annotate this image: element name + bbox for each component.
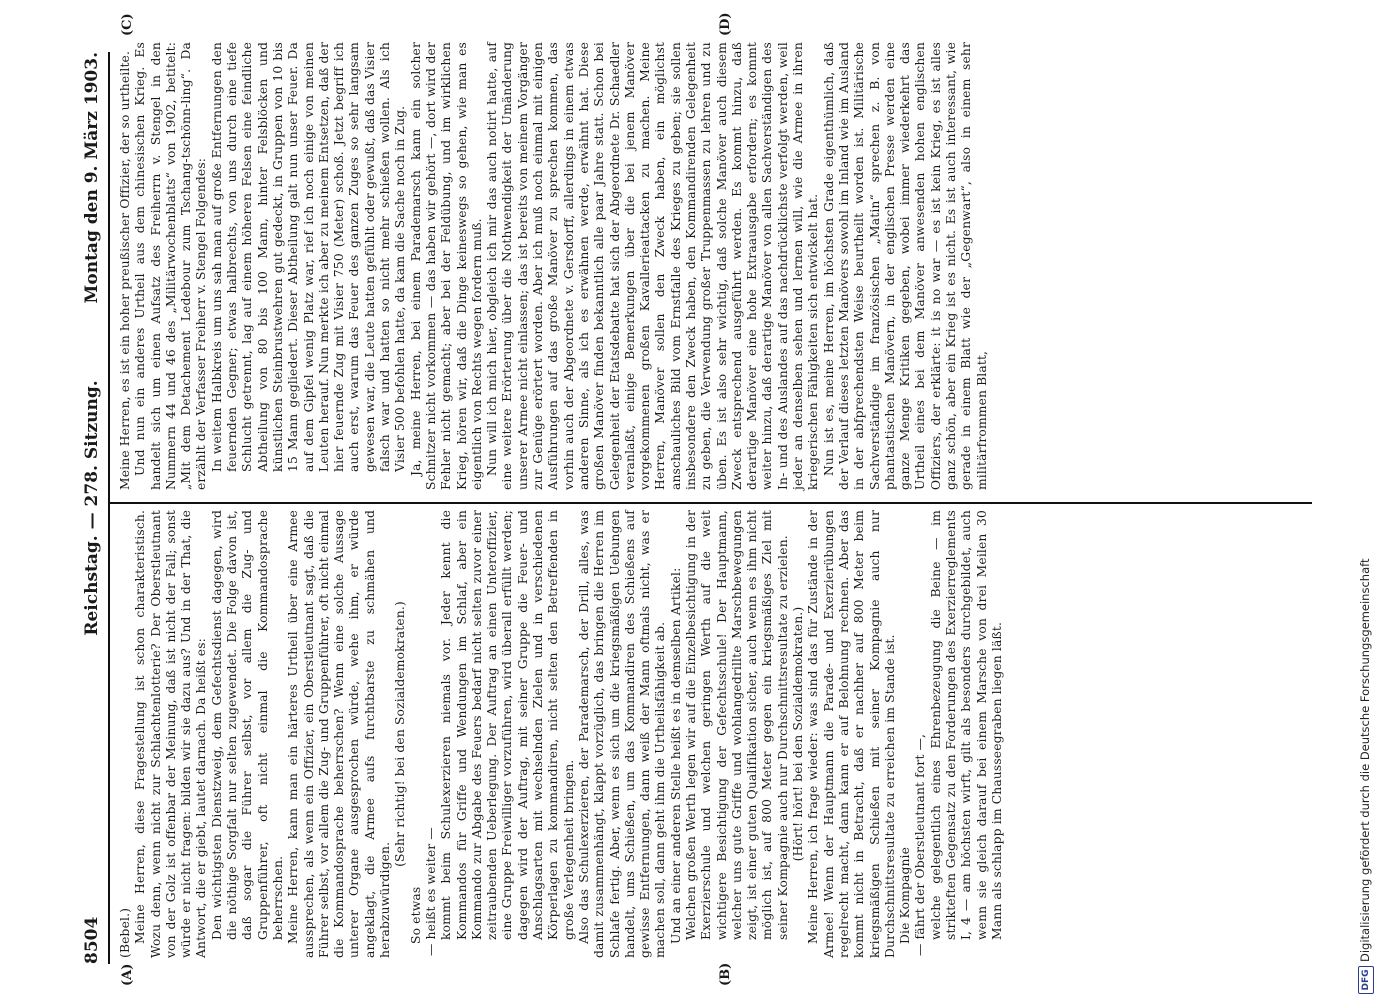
- left-column: [118, 510, 1005, 958]
- paragraph: So etwas: [408, 886, 423, 944]
- margin-letter-b: (B): [718, 962, 733, 986]
- paragraph: Nun will ich mich hier, obgleich ich mir das auch notirt hatte, auf eine weitere Erörterung über die Nothwendigkeit der Umänderung unserer Armee nicht einlassen; das ist bereits von meinem Vorgänger zur Genüge erörtert worden. Aber ich muß noch einmal mit einigen Ausführungen auf das große Manöver zu sprechen kommen, das vorhin auch der Abgeordnete v. Gersdorff, allerdings in einem etwas anderen Sinne, als ich es erwähnen werde, erwähnt hat. Diese großen Manöver finden bekanntlich alle paar Jahre statt. Schon bei Gelegenheit der Etatsdebatte hat sich der Abgeordnete Dr. Schaedler veranlaßt, einige Bemerkungen über die bei jenem Manöver vorgekommenen großen Kavallerieattacken zu machen. Meine Herren, Manöver sollen den Zweck haben, ein möglichst anschauliches Bild vom Ernstfalle des Krieges zu geben; sie sollen insbesondere den Zweck haben, den Kommandirenden Gelegenheit zu geben, die Verwendung großer Truppenmassen zu lehren und zu üben. Es ist also sehr wichtig, daß solche Manöver auch diesem Zweck entsprechend ausgeführt werden. Es kommt hinzu, daß derartige Manöver eine hohe Extraausgabe erfordern; es kommt weiter hinzu, daß derartige Manöver von allen Sachverständigen des In- und des Auslandes auf das nachdrücklichste verfolgt werden, weil jeder an denselben sehen und lernen will, wie die Armee in ihren kriegerischen Fähigkeiten sich entwickelt hat.: [485, 42, 821, 490]
- dfg-logo-icon: DFG: [1358, 966, 1374, 994]
- quotation: Welchen großen Werth legen wir auf die Einzelbesichtigung in der Exerzierschule und welchen geringen Werth auf die weit wichtigere Besichtigung der Gefechtsschule! Der Hauptmann, welcher uns gute Griffe und wohlangedrillte Marschbewegungen zeigt, ist einer guten Qualifikation sicher, auch wenn es ihm nicht möglich ist, auf 800 Meter gegen ein kriegsmäßiges Ziel mit seiner Kompagnie auch nur Durchschnittsresultate zu erzielen.: [683, 510, 790, 940]
- quotation: kommt beim Schulexerzieren niemals vor. Jeder kennt die Kommandos für Griffe und Wendungen im Schlaf, aber ein Kommando zur Abgabe des Feuers bedarf nicht selten zuvor einer zeitraubenden Ueberlegung. Der Auftrag an einen Unteroffizier, eine Gruppe Freiwilliger vorzuführen, wird überall erfüllt werden; dagegen wird der Auftrag, mit seiner Gruppe die Feuer- und Anschlagsarten mit wechselnden Zielen und in verschiedenen Körperlagen zu kommandiren, nicht selten den Betreffenden in große Verlegenheit bringen.: [439, 510, 576, 940]
- interjection: (Sehr richtig! bei den Sozialdemokraten.): [393, 601, 408, 867]
- quotation: In weitem Halbkreis um uns sah man auf große Entfernungen den feuernden Gegner; etwas halbrechts, von uns durch eine tiefe Schlucht getrennt, lag auf einem höheren Felsen eine feindliche Abtheilung von 80 bis 100 Mann, hinter Felsblöcken und künstlichen Steinbrustwehren gut gedeckt, in Gruppen von 10 bis 15 Mann gegliedert. Dieser Abtheilung galt nun unser Feuer. Da auf dem Gipfel wenig Platz war, rief ich noch einige von meinen Leuten herauf. Nun merkte ich aber zu meinem Entsetzen, daß der hier feuernde Zug mit Visier 750 (Meter) schoß. Jetzt begriff ich auch erst, warum das Feuer des ganzen Zuges so sehr langsam gewesen war, die Leute hatten gefühlt oder gewußt, daß das Visier falsch war und hatten so nicht mehr schießen wollen. Als ich Visier 500 befohlen hatte, da kam die Sache noch in Zug.: [209, 42, 408, 472]
- page-title: Reichstag. — 278. Sitzung.: [82, 380, 102, 636]
- paragraph: Nun ist es, meine Herren, im höchsten Grade eigenthümlich, daß der Verlauf dieses letzten Manövers sowohl im Inland wie im Ausland in der abfprechendsten Weise beurtheilt worden ist. Militärische Sachverständige im französischen „Matin“ sprechen z. B. von phantastischen Manövern, in der englischen Presse werden eine ganze Menge Kritiken gegeben, wobei immer wiederkehrt das Urtheil eines bei dem Manöver anwesenden hohen englischen Offiziers, der erklärte: it is no war — es ist kein Krieg, es ist alles ganz schön, aber ein Krieg ist es nicht. Es ist auch interessant, wie gerade in einem Blatt wie der „Gegenwart“, also in einem sehr militärfrommen Blatt,: [821, 42, 989, 490]
- paragraph: Also das Schulexerzieren, der Parademarsch, der Drill, alles, was damit zusammenhängt, klappt vorzüglich, das bringen die Herren im Schlafe fertig. Aber, wenn es sich um die kriegsmäßigen Uebungen handelt, ums Schießen, um das Kommandiren des Schießens auf gewisse Entfernungen, dann weiß der Mann oftmals nicht, was er machen soll, dann geht ihm die Urtheilsfähigkeit ab.: [576, 510, 668, 958]
- margin-letter-d: (D): [718, 12, 733, 36]
- paragraph: Meine Herren, es ist ein hoher preußischer Offizier, der so urtheilte.: [118, 50, 132, 490]
- interjection: (Hört! hört! bei den Sozialdemokraten.): [791, 606, 806, 862]
- paragraph: — fährt der Oberstleutnant fort —,: [913, 733, 928, 956]
- page-number: 8504: [82, 916, 102, 964]
- paragraph: Die Kompagnie: [898, 846, 913, 944]
- credit-text: Digitalisierung gefördert durch die Deutsche Forschungsgemeinschaft: [1358, 558, 1372, 962]
- speaker-name: (Bebel.): [118, 907, 132, 958]
- digitization-credit: [1352, 0, 1382, 1000]
- paragraph: Und an einer anderen Stelle heißt es in demselben Artikel:: [668, 567, 683, 944]
- paragraph: — heißt es weiter —: [423, 827, 438, 956]
- margin-letter-a: (A): [120, 963, 135, 986]
- margin-letter-c: (C): [120, 13, 135, 36]
- paragraph: Meine Herren, diese Fragestellung ist schon charakteristisch. Wozu denn, wenn nicht zur Schlachtenlotterie? Der Oberstleutnant von der Golz ist offenbar der Meinung, daß ist nicht der Fall; sonst würde er nicht fragen: bilden wir sie dazu aus? Und in der That, die Antwort, die er giebt, lautet darnach. Da heißt es:: [133, 510, 209, 958]
- column-divider: [110, 502, 1312, 504]
- paragraph: Meine Herren, kann man ein härteres Urtheil über eine Armee aussprechen, als wenn ein Offizier, ein Oberstleutnant sagt, daß die Führer selbst, vor allem die Zug- und Gruppenführer, oft nicht einmal die Kommandosprache beherrschen? Wenn eine solche Aussage unterer Organe ausgesprochen würde, wehe ihm, er würde angeklagt, die Armee aufs furchtbarste zu schmähen und herabzuwürdigen.: [286, 510, 393, 958]
- right-column: [118, 42, 990, 490]
- paragraph: Meine Herren, ich frage wieder: was sind das für Zustände in der Armee! Wenn der Hauptmann die Parade- und Exerzierübungen regelrecht macht, dann kann er auf Belohnung rechnen. Aber das kommt nicht in Betracht, daß er nachher auf 800 Meter beim kriegsmäßigen Schießen mit seiner Kompagnie auch nur Durchschnittsresultate zu erreichen im Stande ist.: [806, 510, 897, 958]
- page-header: [78, 52, 110, 964]
- paragraph: Ja, meine Herren, bei einem Parademarsch kann ein solcher Schnitzer nicht vorkommen — das haben wir gehört —, dort wird der Fehler nicht gemacht; aber bei der Feldübung, und im wirklichen Krieg, hören wir, daß die Dinge keineswegs so gehen, wie man es eigentlich von Rechts wegen fordern muß.: [408, 42, 484, 490]
- paragraph: Und nun ein anderes Urtheil aus dem chinesischen Krieg. Es handelt sich um einen Aufsatz des Freiherrn v. Stengel in den Nummern 44 und 46 des „Militärwochenblatts“ von 1902, betitelt: „Mit dem Detachement Ledebour zum Tschang-tschönn-ling“. Da erzählt der Verfasser Freiherr v. Stengel Folgendes:: [133, 42, 209, 490]
- session-date: Montag den 9. März 1903.: [82, 52, 102, 304]
- quotation: Den wichtigsten Dienstzweig, dem Gefechtsdienst dagegen, wird die nöthige Sorgfalt nur selten zugewendet. Die Folge davon ist, daß sogar die Führer selbst, vor allem die Zug- und Gruppenführer, oft nicht einmal die Kommandosprache beherrschen.: [209, 510, 285, 940]
- quotation: welche gelegentlich eines Ehrenbezeugung die Beine — im strikteften Gegensatz zu den Forderungen des Exerzierreglements I, 4 — am höchsten wirft, gilt als besonders durchgebildet, auch wenn sie gleich darauf bei einem Marsche von drei Meilen 30 Mann als schlapp im Chausseegraben liegen läßt.: [928, 510, 1004, 940]
